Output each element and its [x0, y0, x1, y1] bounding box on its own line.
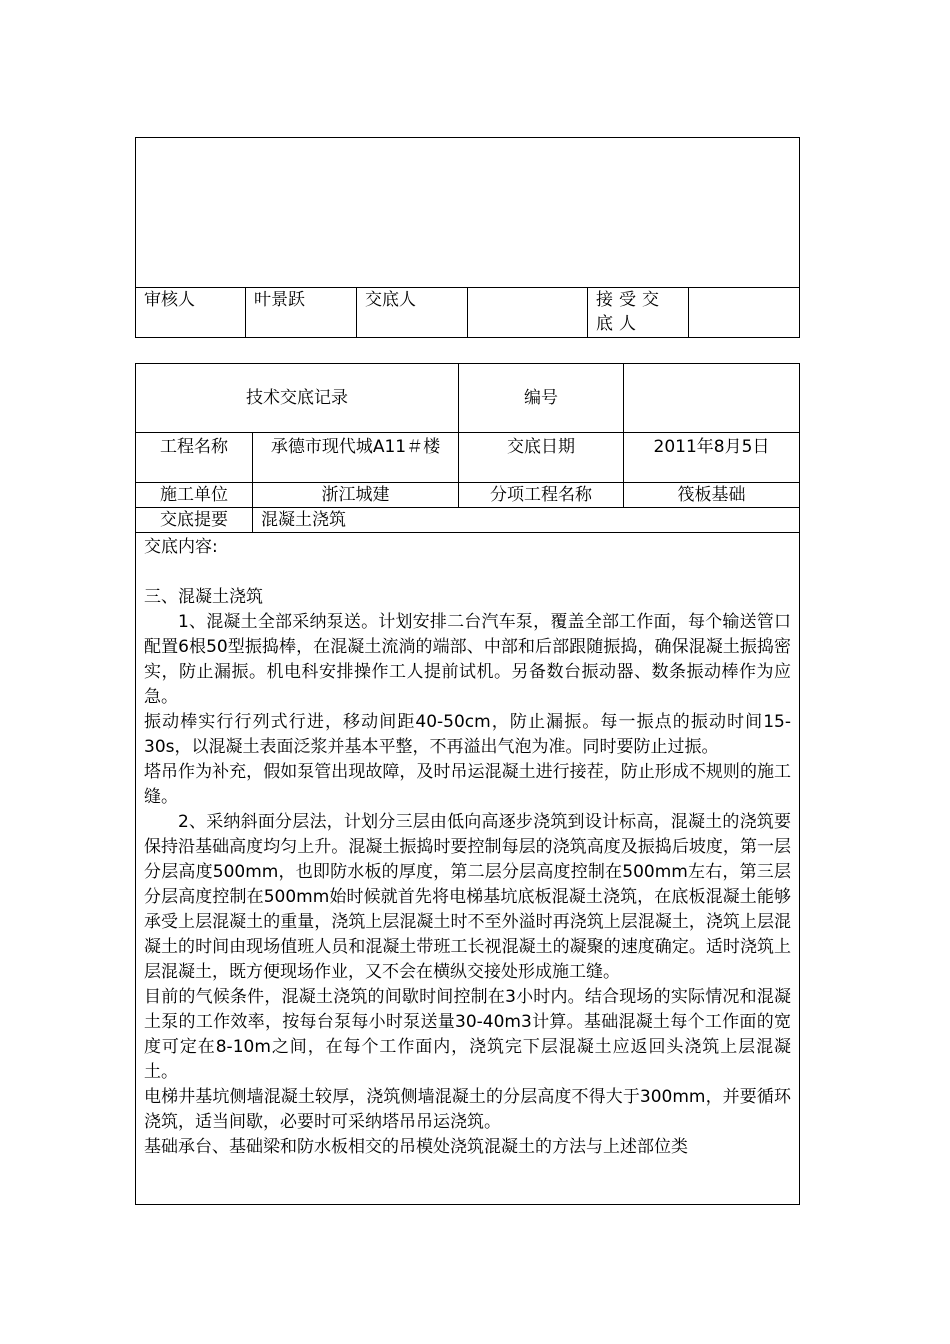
paragraph-3: 塔吊作为补充，假如泵管出现故障，及时吊运混凝土进行接茬，防止形成不规则的施工缝。: [144, 762, 791, 807]
unit-value: 浙江城建: [253, 483, 459, 508]
summary-label: 交底提要: [136, 508, 253, 533]
blank-area: [136, 138, 800, 288]
spacer: [144, 560, 791, 585]
paragraph-1: 1、混凝土全部采纳泵送。计划安排二台汽车泵，覆盖全部工作面，每个输送管口配置6根50型振捣棒，在混凝土流淌的端部、中部和后部跟随振捣，确保混凝土振捣密实，防止漏振。机电科安排操作工人提前试机。另备数台振动器、数条振动棒作为应急。: [144, 612, 791, 707]
content-cell: [136, 533, 800, 1205]
receiver-name: [689, 288, 800, 338]
summary-value: 混凝土浇筑: [253, 508, 800, 533]
section-title: 三、混凝土浇筑: [144, 587, 263, 607]
project-row: [136, 433, 800, 483]
paragraph-4: 2、采纳斜面分层法，计划分三层由低向高逐步浇筑到设计标高，混凝土的浇筑要保持沿基础高度均匀上升。混凝土振捣时要控制每层的浇筑高度及振捣后坡度，第一层分层高度500mm，也即防水板的厚度，第二层分层高度控制在500mm左右，第三层分层高度控制在500mm始时候就首先将电梯基坑底板混凝土浇筑，在底板混凝土能够承受上层混凝土的重量，浇筑上层混凝土时不至外溢时再浇筑上层混凝土，浇筑上层混凝土的时间由现场值班人员和混凝土带班工长视混凝土的凝聚的速度确定。适时浇筑上层混凝土，既方便现场作业，又不会在横纵交接处形成施工缝。: [144, 812, 791, 982]
technical-disclosure-table: [135, 363, 800, 1205]
number-value: [624, 364, 800, 433]
paragraph-5: 目前的气候条件，混凝土浇筑的间歇时间控制在3小时内。结合现场的实际情况和混凝土泵的工作效率，按每台泵每小时泵送量30-40m3计算。基础混凝土每个工作面的宽度可定在8-10m之间，在每个工作面内，浇筑完下层混凝土应返回头浇筑上层混凝土。: [144, 987, 791, 1082]
project-name-label: 工程名称: [136, 433, 253, 483]
paragraph-2: 振动棒实行行列式行进，移动间距40-50cm，防止漏振。每一振点的振动时间15-30s，以混凝土表面泛浆并基本平整，不再溢出气泡为准。同时要防止过振。: [144, 712, 791, 757]
blank-area-row: [136, 138, 800, 288]
date-label: 交底日期: [459, 433, 624, 483]
paragraph-6: 电梯井基坑侧墙混凝土较厚，浇筑侧墙混凝土的分层高度不得大于300mm，并要循环浇筑，适当间歇，必要时可采纳塔吊吊运浇筑。: [144, 1087, 791, 1132]
summary-row: [136, 508, 800, 533]
content-row: [136, 533, 800, 1205]
signature-table: [135, 137, 800, 338]
date-value: 2011年8月5日: [624, 433, 800, 483]
discloser-label: 交底人: [357, 288, 468, 338]
record-title: 技术交底记录: [136, 364, 459, 433]
paragraph-7: 基础承台、基础梁和防水板相交的吊模处浇筑混凝土的方法与上述部位类: [144, 1137, 688, 1157]
subproject-label: 分项工程名称: [459, 483, 624, 508]
reviewer-name: 叶景跃: [246, 288, 357, 338]
number-label: 编号: [459, 364, 624, 433]
title-row: [136, 364, 800, 433]
content-label: 交底内容:: [144, 537, 218, 557]
unit-label: 施工单位: [136, 483, 253, 508]
unit-row: [136, 483, 800, 508]
receiver-label: 接受交底人: [588, 288, 689, 338]
discloser-name: [468, 288, 588, 338]
reviewer-label: 审核人: [136, 288, 246, 338]
project-name-value: 承德市现代城A11＃楼: [253, 433, 459, 483]
subproject-value: 筏板基础: [624, 483, 800, 508]
signature-row: [136, 288, 800, 338]
